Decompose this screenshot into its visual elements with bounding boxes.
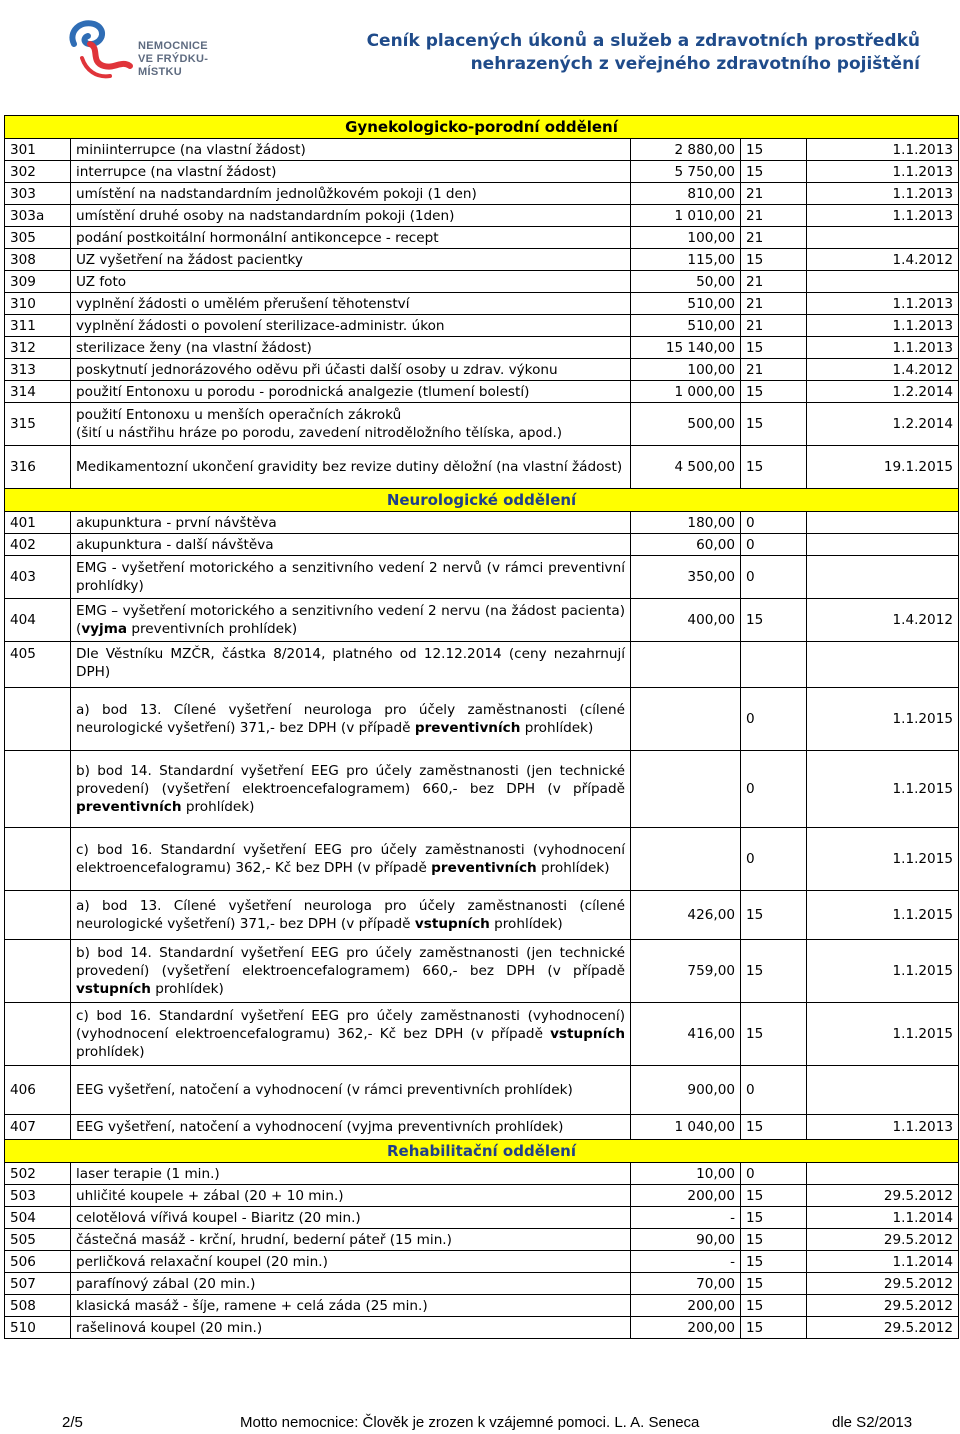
item-vat: 0	[741, 556, 807, 599]
footer-motto: Motto nemocnice: Člověk je zrozen k vzájemné pomoci. L. A. Seneca	[240, 1414, 700, 1431]
item-valid-from: 1.1.2013	[807, 205, 959, 227]
description-part: prohlídek)	[520, 720, 594, 736]
item-description: rašelinová koupel (20 min.)	[71, 1317, 631, 1339]
item-code: 310	[5, 293, 71, 315]
item-price: 200,00	[631, 1317, 741, 1339]
item-code	[5, 1003, 71, 1066]
item-valid-from	[807, 1163, 959, 1185]
item-description: parafínový zábal (20 min.)	[71, 1273, 631, 1295]
table-row	[5, 688, 959, 751]
table-row	[5, 161, 959, 183]
item-vat: 15	[741, 1317, 807, 1339]
item-description: částečná masáž - krční, hrudní, bederní páteř (15 min.)	[71, 1229, 631, 1251]
section-title: Neurologické oddělení	[5, 489, 959, 512]
item-code: 308	[5, 249, 71, 271]
description-part: a) bod 13. Cílené vyšetření neurologa pro účely zaměstnanosti (cílené neurologické vyšetření) 371,- bez DPH (v případě	[76, 702, 625, 736]
description-part: a) bod 13. Cílené vyšetření neurologa pro účely zaměstnanosti (cílené neurologické vyšetření) 371,- bez DPH (v případě	[76, 898, 625, 932]
item-valid-from	[807, 642, 959, 688]
item-code: 316	[5, 446, 71, 489]
table-row	[5, 1207, 959, 1229]
section-header	[5, 489, 959, 512]
item-valid-from: 1.1.2013	[807, 161, 959, 183]
item-valid-from: 29.5.2012	[807, 1185, 959, 1207]
section-title: Rehabilitační oddělení	[5, 1140, 959, 1163]
description-part: preventivních prohlídek)	[127, 621, 298, 637]
table-row	[5, 512, 959, 534]
item-description: vyplnění žádosti o umělém přerušení těhotenství	[71, 293, 631, 315]
item-code: 403	[5, 556, 71, 599]
item-vat: 15	[741, 1295, 807, 1317]
item-description: klasická masáž - šíje, ramene + celá záda (25 min.)	[71, 1295, 631, 1317]
table-row	[5, 891, 959, 940]
item-code: 311	[5, 315, 71, 337]
item-valid-from: 1.2.2014	[807, 381, 959, 403]
item-description: sterilizace ženy (na vlastní žádost)	[71, 337, 631, 359]
item-price: 510,00	[631, 293, 741, 315]
item-vat: 15	[741, 403, 807, 446]
item-vat: 21	[741, 205, 807, 227]
item-description: poskytnutí jednorázového oděvu při účasti další osoby u zdrav. výkonu	[71, 359, 631, 381]
section-title: Gynekologicko-porodní oddělení	[5, 116, 959, 139]
page-footer	[0, 1410, 960, 1434]
logo-text-line2: VE FRÝDKU-MÍSTKU	[138, 53, 209, 78]
item-price: 900,00	[631, 1066, 741, 1115]
item-code: 504	[5, 1207, 71, 1229]
item-description: EEG vyšetření, natočení a vyhodnocení (vyjma preventivních prohlídek)	[71, 1115, 631, 1140]
item-vat: 15	[741, 161, 807, 183]
item-price: 426,00	[631, 891, 741, 940]
item-description: celotělová vířivá koupel - Biaritz (20 min.)	[71, 1207, 631, 1229]
table-row	[5, 271, 959, 293]
description-line: použití Entonoxu u menších operačních zákroků	[76, 407, 402, 423]
item-vat: 15	[741, 940, 807, 1003]
item-code: 314	[5, 381, 71, 403]
description-part: preventivních	[431, 860, 537, 876]
item-vat: 0	[741, 512, 807, 534]
item-description: EEG vyšetření, natočení a vyhodnocení (v rámci preventivních prohlídek)	[71, 1066, 631, 1115]
item-valid-from: 1.1.2015	[807, 688, 959, 751]
item-valid-from: 1.1.2014	[807, 1251, 959, 1273]
table-row	[5, 1115, 959, 1140]
item-price: 100,00	[631, 359, 741, 381]
item-price: 115,00	[631, 249, 741, 271]
item-description	[71, 751, 631, 828]
item-code: 510	[5, 1317, 71, 1339]
description-line: (šití u nástřihu hráze po porodu, zavedení nitroděložního tělíska, apod.)	[76, 425, 563, 441]
item-code	[5, 891, 71, 940]
section-header	[5, 116, 959, 139]
item-code	[5, 751, 71, 828]
item-vat: 21	[741, 183, 807, 205]
item-description: vyplnění žádosti o povolení sterilizace-administr. úkon	[71, 315, 631, 337]
item-vat: 15	[741, 1185, 807, 1207]
item-vat: 0	[741, 1163, 807, 1185]
item-price: 416,00	[631, 1003, 741, 1066]
description-part: prohlídek)	[76, 1044, 145, 1060]
table-row	[5, 205, 959, 227]
item-valid-from: 1.1.2015	[807, 828, 959, 891]
item-price: 2 880,00	[631, 139, 741, 161]
table-row	[5, 249, 959, 271]
item-vat: 0	[741, 534, 807, 556]
item-description: Dle Věstníku MZČR, částka 8/2014, platného od 12.12.2014 (ceny nezahrnují DPH)	[71, 642, 631, 688]
item-vat: 0	[741, 828, 807, 891]
item-description	[71, 828, 631, 891]
item-code	[5, 828, 71, 891]
item-price: 15 140,00	[631, 337, 741, 359]
item-valid-from: 19.1.2015	[807, 446, 959, 489]
item-code: 405	[5, 642, 71, 688]
price-table	[4, 115, 959, 1339]
item-valid-from: 29.5.2012	[807, 1229, 959, 1251]
item-description: miniinterrupce (na vlastní žádost)	[71, 139, 631, 161]
item-valid-from: 1.1.2013	[807, 337, 959, 359]
item-vat: 0	[741, 1066, 807, 1115]
item-vat: 15	[741, 599, 807, 642]
item-valid-from: 1.1.2013	[807, 315, 959, 337]
item-price: 350,00	[631, 556, 741, 599]
item-valid-from: 1.1.2014	[807, 1207, 959, 1229]
item-description	[71, 891, 631, 940]
item-valid-from: 1.4.2012	[807, 249, 959, 271]
item-code	[5, 688, 71, 751]
title-line2: nehrazených z veřejného zdravotního pojištění	[470, 54, 920, 74]
item-code: 301	[5, 139, 71, 161]
item-code: 305	[5, 227, 71, 249]
title-line1: Ceník placených úkonů a služeb a zdravotních prostředků	[366, 31, 920, 51]
description-part: preventivních	[414, 720, 521, 736]
item-code: 313	[5, 359, 71, 381]
item-vat: 15	[741, 139, 807, 161]
item-price: 200,00	[631, 1185, 741, 1207]
item-price: 50,00	[631, 271, 741, 293]
item-code: 406	[5, 1066, 71, 1115]
item-price: 1 010,00	[631, 205, 741, 227]
table-row	[5, 534, 959, 556]
item-description: použití Entonoxu u porodu - porodnická analgezie (tlumení bolestí)	[71, 381, 631, 403]
item-description	[71, 688, 631, 751]
description-part: preventivních	[76, 799, 182, 815]
item-valid-from: 1.1.2013	[807, 1115, 959, 1140]
item-code: 401	[5, 512, 71, 534]
item-code: 315	[5, 403, 71, 446]
table-row	[5, 642, 959, 688]
item-description: perličková relaxační koupel (20 min.)	[71, 1251, 631, 1273]
page-header	[0, 0, 960, 110]
item-price: 60,00	[631, 534, 741, 556]
item-price: -	[631, 1207, 741, 1229]
item-valid-from	[807, 512, 959, 534]
item-vat: 21	[741, 227, 807, 249]
table-row	[5, 599, 959, 642]
description-part: EMG – vyšetření motorického a senzitivního vedení 2 nervu (na žádost pacienta) (	[76, 603, 625, 637]
table-row	[5, 446, 959, 489]
item-price: 400,00	[631, 599, 741, 642]
item-vat: 21	[741, 359, 807, 381]
item-valid-from	[807, 271, 959, 293]
item-vat: 15	[741, 337, 807, 359]
description-part: vstupních	[550, 1026, 625, 1042]
item-valid-from: 1.1.2013	[807, 139, 959, 161]
table-row	[5, 315, 959, 337]
item-code: 302	[5, 161, 71, 183]
item-vat: 15	[741, 1207, 807, 1229]
item-price	[631, 828, 741, 891]
item-price: 500,00	[631, 403, 741, 446]
table-row	[5, 1317, 959, 1339]
item-vat: 15	[741, 1115, 807, 1140]
description-part: c) bod 16. Standardní vyšetření EEG pro účely zaměstnanosti (vyhodnocení) (vyhodnocení elektroencefalogramu) 362,- Kč bez DPH (v případě	[76, 1008, 625, 1042]
item-code: 303a	[5, 205, 71, 227]
item-valid-from: 1.1.2013	[807, 293, 959, 315]
item-price: 5 750,00	[631, 161, 741, 183]
item-description: Medikamentozní ukončení gravidity bez revize dutiny děložní (na vlastní žádost)	[71, 446, 631, 489]
item-valid-from: 29.5.2012	[807, 1317, 959, 1339]
item-price	[631, 642, 741, 688]
table-row	[5, 1273, 959, 1295]
table-row	[5, 1185, 959, 1207]
table-row	[5, 183, 959, 205]
item-vat: 21	[741, 271, 807, 293]
section-header	[5, 1140, 959, 1163]
item-description: UZ vyšetření na žádost pacientky	[71, 249, 631, 271]
logo-text-line1: NEMOCNICE	[138, 40, 208, 52]
item-price: 70,00	[631, 1273, 741, 1295]
item-price: 1 000,00	[631, 381, 741, 403]
item-price: 100,00	[631, 227, 741, 249]
table-row	[5, 556, 959, 599]
item-code: 505	[5, 1229, 71, 1251]
item-valid-from	[807, 534, 959, 556]
description-part: vyjma	[81, 621, 128, 637]
item-price: 90,00	[631, 1229, 741, 1251]
item-valid-from	[807, 1066, 959, 1115]
item-valid-from: 1.1.2013	[807, 183, 959, 205]
item-description: uhličité koupele + zábal (20 + 10 min.)	[71, 1185, 631, 1207]
item-valid-from: 29.5.2012	[807, 1295, 959, 1317]
description-part: c) bod 16. Standardní vyšetření EEG pro účely zaměstnanosti (vyhodnocení elektroencefalogramu) 362,- Kč bez DPH (v případě	[76, 842, 625, 876]
item-code: 404	[5, 599, 71, 642]
item-code: 508	[5, 1295, 71, 1317]
item-price: 4 500,00	[631, 446, 741, 489]
item-vat: 15	[741, 1251, 807, 1273]
item-price: 759,00	[631, 940, 741, 1003]
item-price: 200,00	[631, 1295, 741, 1317]
item-price	[631, 751, 741, 828]
item-vat: 15	[741, 1229, 807, 1251]
table-row	[5, 293, 959, 315]
table-row	[5, 337, 959, 359]
item-valid-from: 1.4.2012	[807, 359, 959, 381]
item-valid-from: 1.4.2012	[807, 599, 959, 642]
item-code: 502	[5, 1163, 71, 1185]
item-vat: 21	[741, 293, 807, 315]
footer-reference: dle S2/2013	[832, 1414, 913, 1431]
table-row	[5, 359, 959, 381]
item-description: podání postkoitální hormonální antikoncepce - recept	[71, 227, 631, 249]
item-code: 503	[5, 1185, 71, 1207]
description-part: vstupních	[414, 916, 490, 932]
item-description	[71, 403, 631, 446]
item-price: 810,00	[631, 183, 741, 205]
logo-emblem-icon	[60, 14, 140, 84]
page-number: 2/5	[62, 1414, 83, 1431]
table-row	[5, 751, 959, 828]
description-part: prohlídek)	[536, 860, 610, 876]
item-code: 506	[5, 1251, 71, 1273]
description-part: b) bod 14. Standardní vyšetření EEG pro účely zaměstnanosti (jen technické provedení) (vyšetření elektroencefalogramem) 660,- bez DPH (v případě	[76, 945, 625, 979]
item-vat	[741, 642, 807, 688]
table-row	[5, 227, 959, 249]
item-description: umístění druhé osoby na nadstandardním pokoji (1den)	[71, 205, 631, 227]
item-vat: 21	[741, 315, 807, 337]
item-vat: 15	[741, 1273, 807, 1295]
description-part: prohlídek)	[181, 799, 255, 815]
table-row	[5, 1229, 959, 1251]
document-title	[367, 30, 920, 76]
item-code: 407	[5, 1115, 71, 1140]
item-valid-from: 1.1.2015	[807, 940, 959, 1003]
table-row	[5, 139, 959, 161]
item-price: 1 040,00	[631, 1115, 741, 1140]
table-row	[5, 1003, 959, 1066]
item-vat: 0	[741, 688, 807, 751]
table-row	[5, 1295, 959, 1317]
item-valid-from: 1.2.2014	[807, 403, 959, 446]
item-valid-from: 1.1.2015	[807, 751, 959, 828]
item-price: 10,00	[631, 1163, 741, 1185]
item-description: UZ foto	[71, 271, 631, 293]
item-vat: 15	[741, 1003, 807, 1066]
item-valid-from	[807, 227, 959, 249]
item-code: 312	[5, 337, 71, 359]
table-row	[5, 1163, 959, 1185]
table-row	[5, 1066, 959, 1115]
hospital-logo	[60, 14, 250, 84]
description-part: prohlídek)	[150, 981, 224, 997]
item-description	[71, 1003, 631, 1066]
item-code	[5, 940, 71, 1003]
item-price: 510,00	[631, 315, 741, 337]
table-row	[5, 403, 959, 446]
item-vat: 15	[741, 381, 807, 403]
description-part: prohlídek)	[489, 916, 563, 932]
item-description	[71, 940, 631, 1003]
table-row	[5, 940, 959, 1003]
item-code: 303	[5, 183, 71, 205]
item-vat: 0	[741, 751, 807, 828]
item-price	[631, 688, 741, 751]
item-code: 309	[5, 271, 71, 293]
item-vat: 15	[741, 249, 807, 271]
item-description: akupunktura - první návštěva	[71, 512, 631, 534]
item-valid-from: 29.5.2012	[807, 1273, 959, 1295]
item-code: 402	[5, 534, 71, 556]
item-price: 180,00	[631, 512, 741, 534]
description-part: b) bod 14. Standardní vyšetření EEG pro účely zaměstnanosti (jen technické provedení) (vyšetření elektroencefalogramem) 660,- bez DPH (v případě	[76, 763, 625, 797]
item-description: interrupce (na vlastní žádost)	[71, 161, 631, 183]
item-description: umístění na nadstandardním jednolůžkovém pokoji (1 den)	[71, 183, 631, 205]
item-description: laser terapie (1 min.)	[71, 1163, 631, 1185]
item-valid-from: 1.1.2015	[807, 891, 959, 940]
table-row	[5, 1251, 959, 1273]
table-row	[5, 381, 959, 403]
item-valid-from: 1.1.2015	[807, 1003, 959, 1066]
item-price: -	[631, 1251, 741, 1273]
item-vat: 15	[741, 446, 807, 489]
item-description: akupunktura - další návštěva	[71, 534, 631, 556]
description-part: vstupních	[76, 981, 151, 997]
item-description: EMG - vyšetření motorického a senzitivního vedení 2 nervů (v rámci preventivní prohlídky)	[71, 556, 631, 599]
table-row	[5, 828, 959, 891]
item-description	[71, 599, 631, 642]
item-valid-from	[807, 556, 959, 599]
item-code: 507	[5, 1273, 71, 1295]
item-vat: 15	[741, 891, 807, 940]
